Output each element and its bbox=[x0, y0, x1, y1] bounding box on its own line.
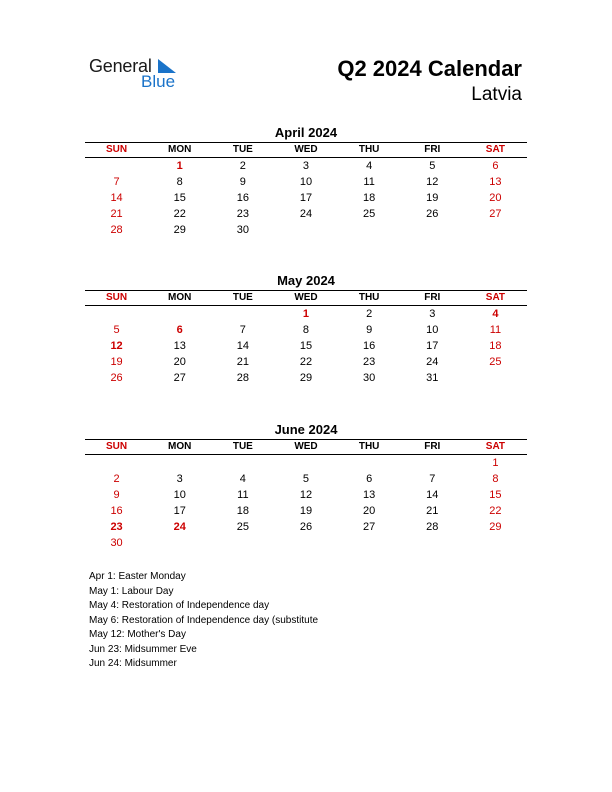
day-cell: 15 bbox=[299, 340, 313, 352]
day-cell bbox=[85, 455, 148, 471]
day-cell: 5 bbox=[302, 473, 310, 485]
holiday-day-cell: 6 bbox=[176, 324, 183, 336]
holiday-note: May 6: Restoration of Independence day (substitute bbox=[89, 614, 319, 626]
day-cell: 10 bbox=[299, 176, 313, 188]
day-cell: 20 bbox=[173, 356, 186, 368]
day-cell: 21 bbox=[110, 208, 123, 220]
day-cell: 30 bbox=[110, 537, 123, 549]
weekday-label: MON bbox=[168, 292, 192, 303]
holiday-day-cell: 1 bbox=[176, 160, 183, 172]
day-cell: 6 bbox=[366, 473, 373, 485]
day-cell: 14 bbox=[236, 340, 249, 352]
day-cell: 20 bbox=[363, 505, 376, 517]
week-row bbox=[85, 206, 527, 222]
day-cell: 19 bbox=[299, 505, 313, 517]
day-cell: 28 bbox=[110, 224, 123, 236]
day-cell: 6 bbox=[492, 160, 499, 172]
day-cell: 9 bbox=[366, 324, 373, 336]
day-cell: 14 bbox=[110, 192, 123, 204]
day-cell: 1 bbox=[492, 457, 499, 469]
weekday-label: TUE bbox=[232, 292, 253, 303]
day-cell: 17 bbox=[426, 340, 439, 352]
day-cell: 17 bbox=[173, 505, 186, 517]
day-cell bbox=[211, 455, 274, 471]
day-cell: 14 bbox=[426, 489, 439, 501]
weekday-label: SUN bbox=[106, 292, 128, 303]
day-cell: 28 bbox=[426, 521, 439, 533]
day-cell: 11 bbox=[363, 176, 375, 188]
weekday-label: THU bbox=[358, 292, 380, 303]
day-cell: 16 bbox=[363, 340, 376, 352]
holiday-note: May 4: Restoration of Independence day bbox=[89, 600, 270, 611]
day-cell: 27 bbox=[489, 208, 502, 220]
weekday-label: FRI bbox=[424, 292, 441, 303]
day-cell: 18 bbox=[236, 505, 249, 517]
day-cell: 10 bbox=[173, 489, 186, 501]
weekday-label: SAT bbox=[485, 292, 506, 303]
day-cell: 11 bbox=[489, 324, 502, 336]
holiday-day-cell: 23 bbox=[110, 521, 123, 533]
day-cell: 26 bbox=[110, 372, 123, 384]
month-title: April 2024 bbox=[274, 125, 338, 140]
day-cell: 12 bbox=[299, 489, 313, 501]
week-row bbox=[85, 487, 527, 503]
holiday-day-cell: 4 bbox=[492, 308, 499, 320]
day-cell bbox=[464, 370, 527, 386]
holiday-note: May 12: Mother's Day bbox=[89, 629, 186, 640]
day-cell bbox=[274, 535, 337, 551]
day-cell bbox=[211, 535, 274, 551]
day-cell bbox=[464, 222, 527, 238]
day-cell: 18 bbox=[489, 340, 502, 352]
day-cell: 15 bbox=[173, 192, 186, 204]
day-cell bbox=[85, 158, 148, 174]
weekday-label: FRI bbox=[424, 441, 441, 452]
day-cell bbox=[338, 222, 401, 238]
weekday-label: MON bbox=[168, 441, 192, 452]
day-cell: 27 bbox=[173, 372, 186, 384]
day-cell bbox=[464, 535, 527, 551]
week-row bbox=[85, 535, 527, 551]
day-cell: 16 bbox=[236, 192, 249, 204]
logo-blue-text: Blue bbox=[141, 72, 176, 91]
logo-triangle-icon bbox=[156, 59, 176, 73]
day-cell: 4 bbox=[366, 160, 373, 172]
country-name: Latvia bbox=[471, 84, 522, 105]
holiday-note: May 1: Labour Day bbox=[89, 585, 174, 597]
weekday-label: TUE bbox=[232, 441, 253, 452]
day-cell: 18 bbox=[363, 192, 376, 204]
day-cell: 22 bbox=[173, 208, 186, 220]
holiday-note: Jun 24: Midsummer bbox=[89, 658, 177, 669]
week-row bbox=[85, 306, 527, 322]
day-cell: 7 bbox=[429, 473, 436, 485]
day-cell: 25 bbox=[363, 208, 376, 220]
day-cell: 8 bbox=[176, 176, 183, 188]
month-block bbox=[85, 272, 527, 386]
day-cell: 21 bbox=[426, 505, 439, 517]
day-cell bbox=[274, 455, 337, 471]
holiday-notes bbox=[89, 570, 529, 672]
day-cell: 13 bbox=[489, 176, 502, 188]
day-cell bbox=[338, 535, 401, 551]
week-row bbox=[85, 519, 527, 535]
weekday-label: SAT bbox=[485, 441, 506, 452]
month-title: May 2024 bbox=[277, 273, 335, 288]
day-cell bbox=[148, 455, 211, 471]
week-row bbox=[85, 322, 527, 338]
day-cell: 31 bbox=[426, 372, 439, 384]
day-cell: 24 bbox=[426, 356, 439, 368]
day-cell: 25 bbox=[236, 521, 249, 533]
day-cell: 9 bbox=[113, 489, 120, 501]
day-cell: 29 bbox=[489, 521, 502, 533]
day-cell: 11 bbox=[237, 489, 249, 501]
weekday-header-row bbox=[85, 290, 527, 306]
week-row bbox=[85, 190, 527, 206]
week-row bbox=[85, 503, 527, 519]
week-row bbox=[85, 354, 527, 370]
holiday-day-cell: 1 bbox=[302, 308, 310, 320]
day-cell: 2 bbox=[113, 473, 120, 485]
day-cell: 8 bbox=[302, 324, 310, 336]
week-row bbox=[85, 455, 527, 471]
day-cell bbox=[85, 306, 148, 322]
day-cell bbox=[338, 455, 401, 471]
day-cell: 3 bbox=[176, 473, 183, 485]
week-row bbox=[85, 338, 527, 354]
day-cell bbox=[274, 222, 337, 238]
weekday-label: MON bbox=[168, 144, 192, 155]
week-row bbox=[85, 370, 527, 386]
page-title: Q2 2024 Calendar bbox=[337, 56, 522, 81]
weekday-label: WED bbox=[294, 292, 318, 303]
day-cell: 29 bbox=[173, 224, 186, 236]
holiday-day-cell: 12 bbox=[110, 340, 123, 352]
weekday-header-row bbox=[85, 439, 527, 455]
weekday-label: FRI bbox=[424, 144, 441, 155]
month-title: June 2024 bbox=[274, 422, 338, 437]
weekday-label: TUE bbox=[232, 144, 253, 155]
day-cell: 16 bbox=[110, 505, 123, 517]
day-cell: 10 bbox=[426, 324, 439, 336]
day-cell: 19 bbox=[110, 356, 123, 368]
day-cell: 29 bbox=[299, 372, 313, 384]
day-cell: 4 bbox=[239, 473, 246, 485]
day-cell: 23 bbox=[236, 208, 249, 220]
day-cell bbox=[401, 222, 464, 238]
weekday-label: THU bbox=[358, 144, 380, 155]
day-cell: 30 bbox=[363, 372, 376, 384]
logo-general-text: General bbox=[89, 56, 152, 76]
day-cell: 23 bbox=[363, 356, 376, 368]
day-cell: 8 bbox=[492, 473, 499, 485]
day-cell: 26 bbox=[426, 208, 439, 220]
week-row bbox=[85, 471, 527, 487]
holiday-note: Jun 23: Midsummer Eve bbox=[89, 643, 197, 655]
day-cell: 25 bbox=[489, 356, 502, 368]
day-cell: 26 bbox=[299, 521, 313, 533]
day-cell: 13 bbox=[173, 340, 186, 352]
week-row bbox=[85, 174, 527, 190]
weekday-label: SUN bbox=[106, 144, 128, 155]
day-cell: 27 bbox=[363, 521, 376, 533]
day-cell: 3 bbox=[429, 308, 436, 320]
holiday-note: Apr 1: Easter Monday bbox=[89, 571, 186, 582]
weekday-label: SUN bbox=[106, 441, 128, 452]
day-cell bbox=[211, 306, 274, 322]
weekday-label: SAT bbox=[485, 144, 506, 155]
day-cell: 2 bbox=[366, 308, 373, 320]
day-cell: 21 bbox=[236, 356, 249, 368]
day-cell: 15 bbox=[489, 489, 502, 501]
logo bbox=[89, 56, 199, 96]
day-cell: 30 bbox=[236, 224, 249, 236]
day-cell: 22 bbox=[489, 505, 502, 517]
day-cell: 28 bbox=[236, 372, 249, 384]
weekday-label: THU bbox=[358, 441, 380, 452]
weekday-label: WED bbox=[294, 144, 318, 155]
day-cell: 7 bbox=[239, 324, 246, 336]
day-cell: 5 bbox=[429, 160, 436, 172]
day-cell: 3 bbox=[302, 160, 310, 172]
weekday-label: WED bbox=[294, 441, 318, 452]
holiday-day-cell: 24 bbox=[173, 521, 186, 533]
day-cell bbox=[148, 535, 211, 551]
day-cell: 24 bbox=[299, 208, 313, 220]
month-block bbox=[85, 124, 527, 238]
day-cell: 2 bbox=[239, 160, 246, 172]
day-cell: 7 bbox=[113, 176, 120, 188]
day-cell: 17 bbox=[299, 192, 313, 204]
day-cell bbox=[401, 455, 464, 471]
day-cell: 22 bbox=[299, 356, 313, 368]
day-cell: 12 bbox=[426, 176, 439, 188]
week-row bbox=[85, 222, 527, 238]
day-cell: 13 bbox=[363, 489, 376, 501]
day-cell: 5 bbox=[113, 324, 120, 336]
day-cell: 20 bbox=[489, 192, 502, 204]
day-cell: 19 bbox=[426, 192, 439, 204]
week-row bbox=[85, 158, 527, 174]
day-cell bbox=[148, 306, 211, 322]
day-cell bbox=[401, 535, 464, 551]
month-block bbox=[85, 421, 527, 551]
day-cell: 9 bbox=[239, 176, 246, 188]
weekday-header-row bbox=[85, 142, 527, 158]
